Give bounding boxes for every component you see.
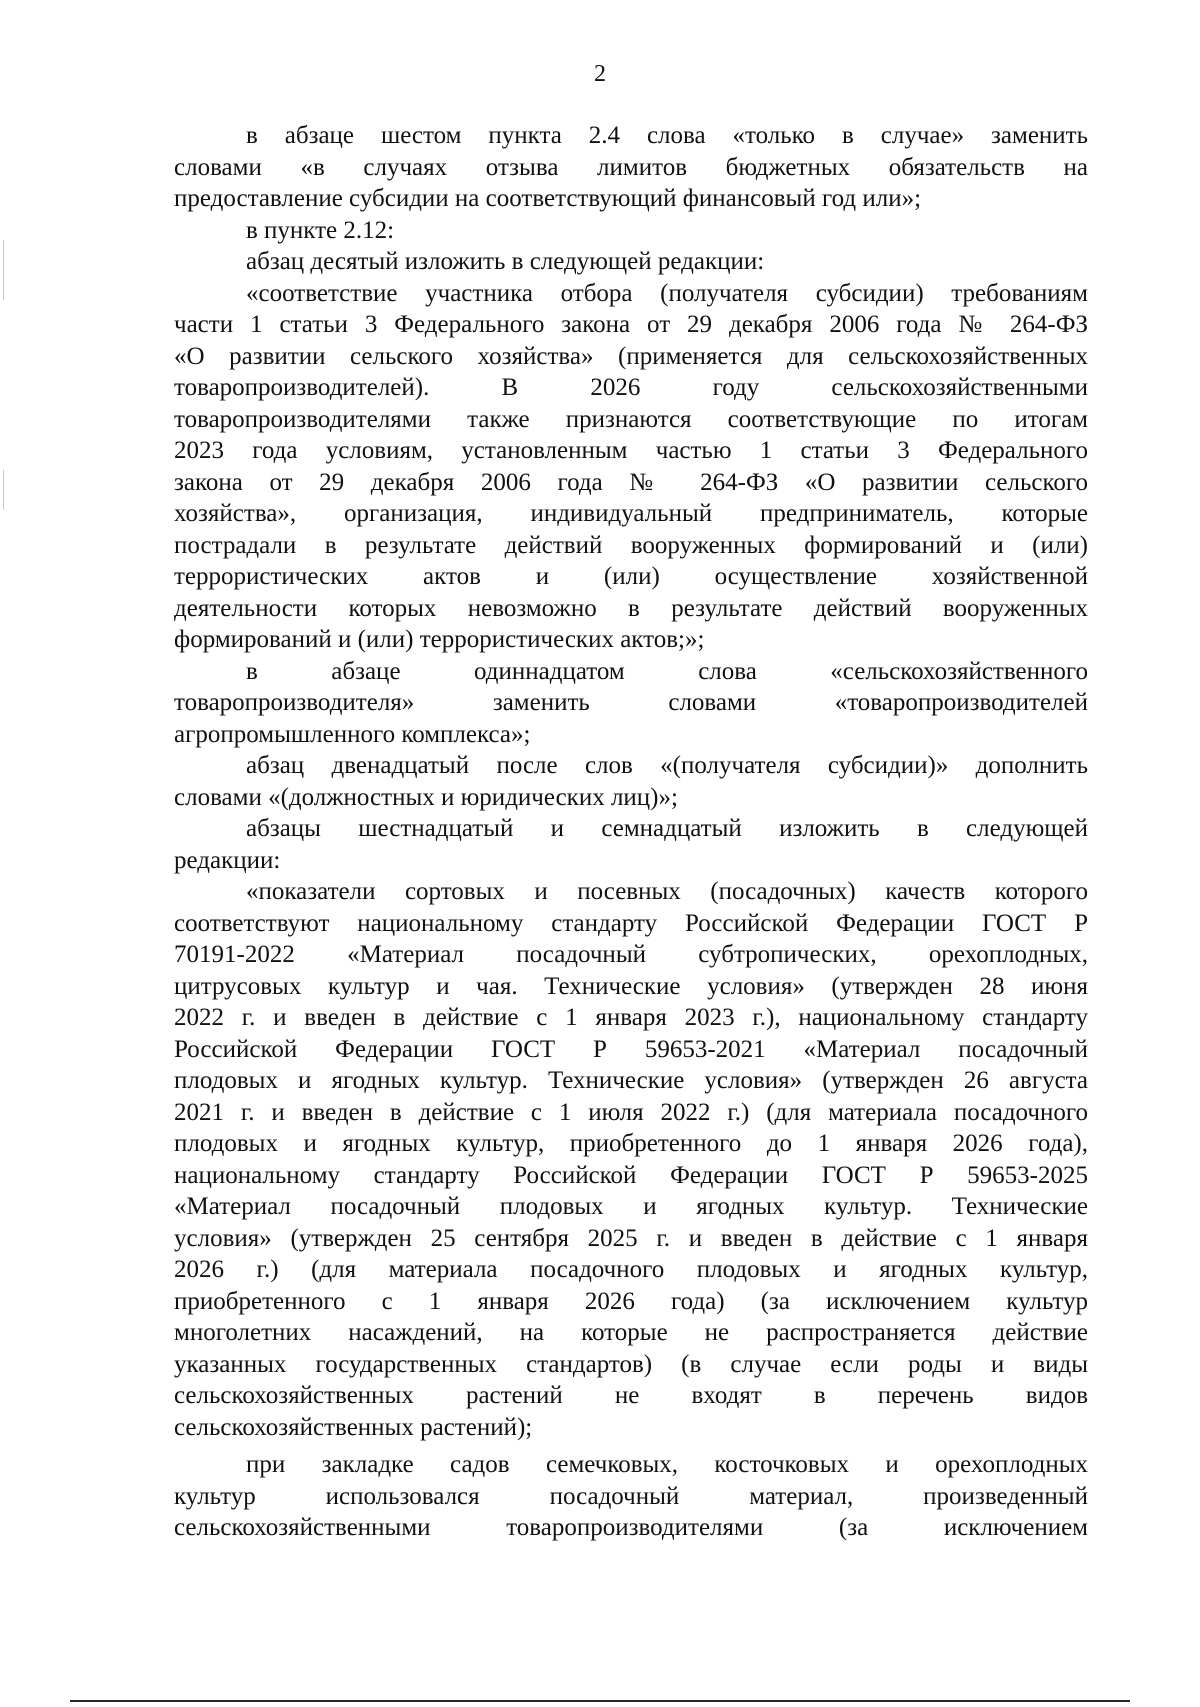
text-line: плодовых и ягодных культур. Технические условия» (утвержден 26 августа: [174, 1067, 1088, 1094]
text-line: условия» (утвержден 25 сентября 2025 г. и введен в действие с 1 января: [174, 1224, 1088, 1252]
text-line: 2021 г. и введен в действие с 1 июля 2022 г.) (для материала посадочного: [174, 1098, 1088, 1126]
text-line: террористических актов и (или) осуществление хозяйственной: [174, 563, 1088, 590]
text-line: сельскохозяйственными товаропроизводителями (за исключением: [174, 1514, 1088, 1541]
text-line: абзацы шестнадцатый и семнадцатый изложить в следующей: [246, 815, 1088, 842]
text-line: части 1 статьи 3 Федерального закона от 29 декабря 2006 года № 264-ФЗ: [174, 311, 1088, 338]
text-line: товаропроизводителями также признаются соответствующие по итогам: [174, 405, 1088, 433]
text-line: Российской Федерации ГОСТ Р 59653-2021 «Материал посадочный: [174, 1035, 1088, 1063]
text-line: пострадали в результате действий вооруженных формирований и (или): [174, 531, 1088, 559]
text-line: формирований и (или) террористических актов;»;: [174, 626, 705, 653]
text-line: словами «в случаях отзыва лимитов бюджетных обязательств на: [174, 153, 1088, 181]
text-line: сельскохозяйственных растений не входят в перечень видов: [174, 1382, 1088, 1409]
text-line: 2022 г. и введен в действие с 1 января 2023 г.), национальному стандарту: [174, 1004, 1088, 1031]
text-line: «соответствие участника отбора (получателя субсидии) требованиям: [246, 279, 1088, 307]
text-line: плодовых и ягодных культур, приобретенного до 1 января 2026 года),: [174, 1130, 1088, 1157]
text-line: словами «(должностных и юридических лиц)»;: [174, 783, 678, 811]
text-line: деятельности которых невозможно в результате действий вооруженных: [174, 594, 1088, 622]
text-line: указанных государственных стандартов) (в случае если роды и виды: [174, 1350, 1088, 1378]
text-line: приобретенного с 1 января 2026 года) (за исключением культур: [174, 1287, 1088, 1315]
text-line: товаропроизводителей). В 2026 году сельскохозяйственными: [174, 374, 1088, 401]
text-line: в пункте 2.12:: [246, 216, 395, 244]
text-line: 70191-2022 «Материал посадочный субтропических, орехоплодных,: [174, 941, 1088, 968]
text-line: национальному стандарту Российской Федерации ГОСТ Р 59653-2025: [174, 1161, 1088, 1189]
document-body: [174, 120, 1088, 1544]
text-line: товаропроизводителя» заменить словами «товаропроизводителей: [174, 689, 1088, 716]
text-line: многолетних насаждений, на которые не распространяется действие: [174, 1319, 1088, 1346]
page-number: 2: [594, 61, 606, 87]
text-line: в абзаце шестом пункта 2.4 слова «только в случае» заменить: [246, 122, 1088, 149]
text-line: агропромышленного комплекса»;: [174, 720, 531, 748]
scan-edge-mark: [3, 240, 4, 300]
scan-edge-mark: [3, 470, 4, 510]
bottom-scan-edge: [70, 1700, 1130, 1702]
text-line: цитрусовых культур и чая. Технические условия» (утвержден 28 июня: [174, 972, 1088, 1000]
text-line: культур использовался посадочный материал, произведенный: [174, 1482, 1088, 1510]
text-line: 2026 г.) (для материала посадочного плодовых и ягодных культур,: [174, 1256, 1088, 1283]
text-line: при закладке садов семечковых, косточковых и орехоплодных: [246, 1451, 1088, 1478]
text-line: хозяйства», организация, индивидуальный предприниматель, которые: [174, 500, 1088, 527]
text-line: предоставление субсидии на соответствующий финансовый год или»;: [174, 185, 922, 212]
text-line: «показатели сортовых и посевных (посадочных) качеств которого: [246, 878, 1088, 905]
text-line: 2023 года условиям, установленным частью 1 статьи 3 Федерального: [174, 437, 1088, 464]
text-line: абзац десятый изложить в следующей редакции:: [246, 248, 765, 275]
text-line: редакции:: [174, 846, 281, 874]
text-line: закона от 29 декабря 2006 года № 264-ФЗ «О развитии сельского: [174, 468, 1088, 496]
text-line: соответствуют национальному стандарту Российской Федерации ГОСТ Р: [174, 909, 1088, 937]
text-line: абзац двенадцатый после слов «(получателя субсидии)» дополнить: [246, 752, 1088, 779]
text-line: «Материал посадочный плодовых и ягодных культур. Технические: [174, 1193, 1088, 1220]
text-line: сельскохозяйственных растений);: [174, 1413, 533, 1441]
text-line: в абзаце одиннадцатом слова «сельскохозяйственного: [246, 657, 1088, 685]
text-line: «О развитии сельского хозяйства» (применяется для сельскохозяйственных: [174, 342, 1088, 370]
